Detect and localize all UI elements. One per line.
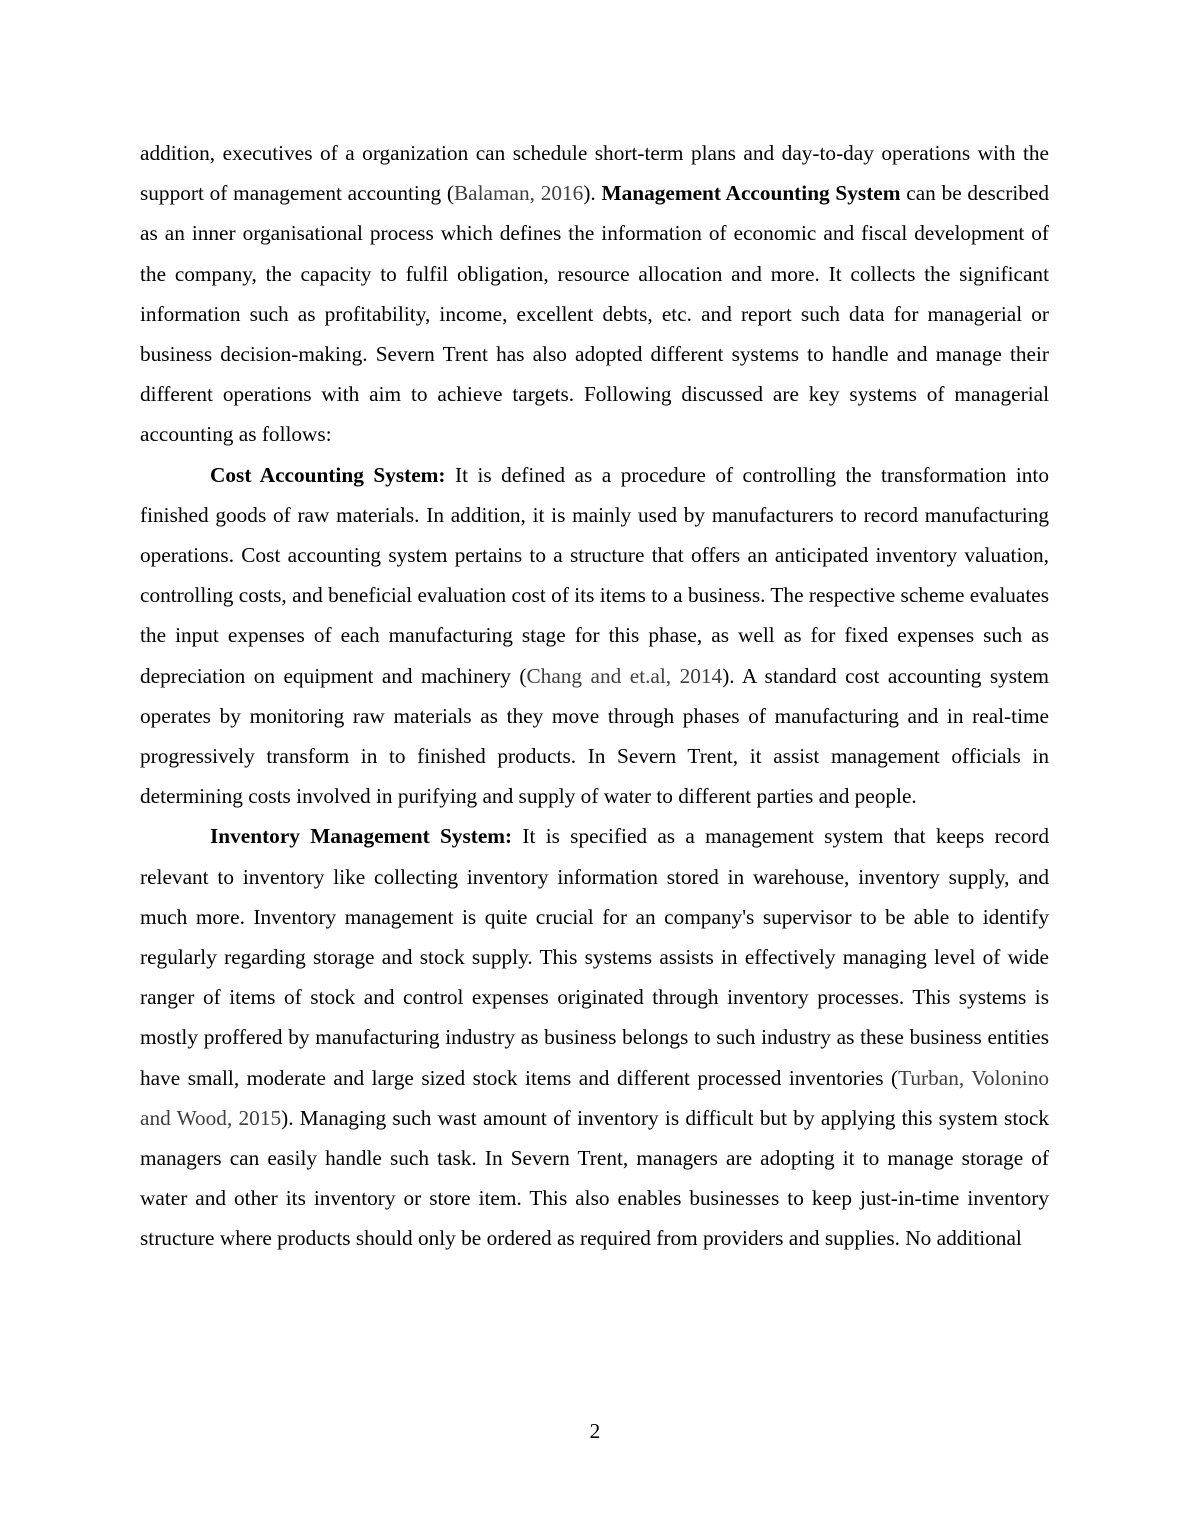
bold-term: Management Accounting System bbox=[601, 181, 901, 206]
page-number: 2 bbox=[589, 1419, 601, 1443]
paragraph-cost-accounting-system bbox=[140, 455, 1049, 817]
paragraph-management-accounting-system bbox=[140, 133, 1049, 455]
paragraph-text: ). A standard cost accounting system operates by monitoring raw materials as they move through phases of manufacturing and in real-time progressively transform in to finished products. In Severn Trent, it assist management officials in determining costs involved in purifying and supply of water to different parties and people. bbox=[140, 663, 1049, 809]
document-body bbox=[140, 133, 1049, 1259]
citation: Balaman, 2016 bbox=[453, 181, 584, 206]
paragraph-text: ). bbox=[583, 181, 602, 206]
section-heading: Cost Accounting System: bbox=[210, 462, 446, 487]
section-heading: Inventory Management System: bbox=[210, 824, 513, 849]
citation: Turban, Volonino and Wood, 2015 bbox=[140, 1065, 1049, 1130]
paragraph-text: ). Managing such wast amount of inventory is difficult but by applying this system stock managers can easily handle such task. In Severn Trent, managers are adopting it to manage storage of water and other its inventory or store item. This also enables businesses to keep just-in-time inventory structure where products should only be ordered as required from providers and supplies. No additional bbox=[140, 1105, 1049, 1251]
paragraph-text: It is specified as a management system that keeps record relevant to inventory like collecting inventory information stored in warehouse, inventory supply, and much more. Inventory management is quite crucial for an company's supervisor to be able to identify regularly regarding storage and stock supply. This systems assists in effectively managing level of wide ranger of items of stock and control expenses originated through inventory processes. This systems is mostly proffered by manufacturing industry as business belongs to such industry as these business entities have small, moderate and large sized stock items and different processed inventories ( bbox=[140, 824, 1049, 1090]
paragraph-text: can be described as an inner organisational process which defines the information of economic and fiscal development of the company, the capacity to fulfil obligation, resource allocation and more. It collects the significant information such as profitability, income, excellent debts, etc. and report such data for managerial or business decision-making. Severn Trent has also adopted different systems to handle and manage their different operations with aim to achieve targets. Following discussed are key systems of managerial accounting as follows: bbox=[140, 181, 1050, 447]
paragraph-text: It is defined as a procedure of controlling the transformation into finished goods of raw materials. In addition, it is mainly used by manufacturers to record manufacturing operations. Cost accounting system pertains to a structure that offers an anticipated inventory valuation, controlling costs, and beneficial evaluation cost of its items to a business. The respective scheme evaluates the input expenses of each manufacturing stage for this phase, as well as for fixed expenses such as depreciation on equipment and machinery ( bbox=[140, 462, 1049, 688]
citation: Chang and et.al, 2014 bbox=[526, 663, 723, 688]
paragraph-inventory-management-system bbox=[140, 816, 1049, 1258]
paragraph-text: addition, executives of a organization can schedule short-term plans and day-to-day operations with the support of management accounting ( bbox=[140, 141, 1049, 206]
